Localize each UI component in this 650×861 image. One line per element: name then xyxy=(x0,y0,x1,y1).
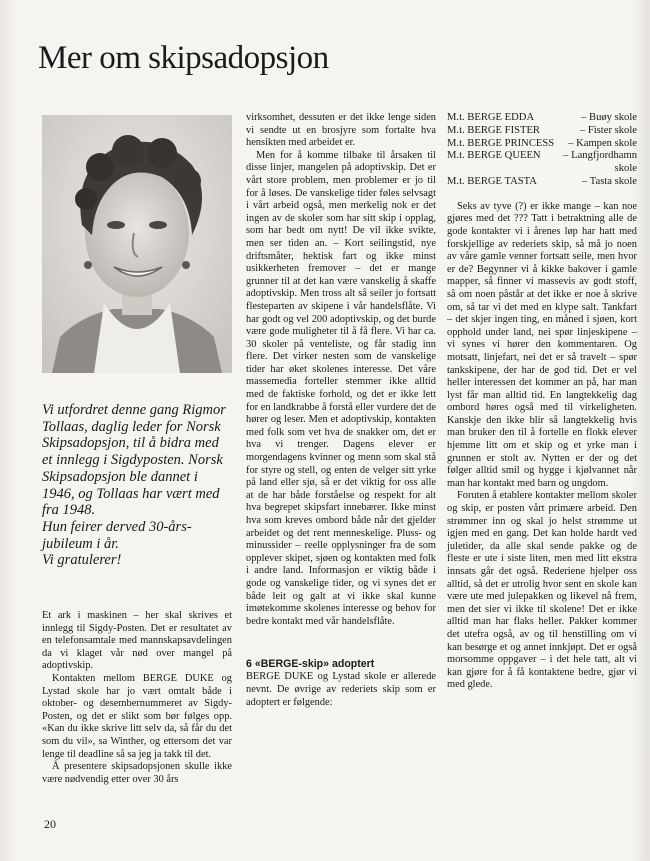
page-title: Mer om skipsadopsjon xyxy=(38,40,329,76)
list-item xyxy=(447,112,637,125)
ship-name: M.t. BERGE QUEEN xyxy=(447,150,541,162)
portrait-illustration xyxy=(42,115,232,373)
intro-paragraph: Hun feirer derved 30-års-jubileum i år. xyxy=(42,518,192,552)
ship-name: M.t. BERGE PRINCESS xyxy=(447,137,555,149)
paragraph: Å presentere skipsadopsjonen skulle ikke være nødvendig etter over 30 års xyxy=(42,761,232,785)
adopted-ships-list xyxy=(447,112,637,189)
paragraph: Kontakten mellom BERGE DUKE og Lystad skole har jo vært omtalt både i oktober- og desembernummeret av Sigdy-Posten, og det er slikt som bør følges opp. «Kan du ikke skrive litt selv da, så får du det som du vil», sa Winther, og ettersom det var lenge til deadline så sa jeg ja takk til det. xyxy=(42,672,232,760)
ship-name: M.t. BERGE FISTER xyxy=(447,124,541,136)
intro-paragraph: Vi gratulerer! xyxy=(42,552,122,569)
school-name: – Kampen skole xyxy=(568,137,637,149)
list-item xyxy=(447,138,637,151)
school-name: – Tasta skole xyxy=(582,175,637,187)
article-column-1 xyxy=(42,610,232,786)
ship-name: M.t. BERGE TASTA xyxy=(447,175,537,187)
school-name: – Fister skole xyxy=(579,124,637,136)
paragraph: BERGE DUKE og Lystad skole er allerede nevnt. De øvrige av rederiets skip som er adoptert er følgende: xyxy=(246,671,436,708)
intro-text xyxy=(42,402,230,569)
school-name: – Langfjordhamn skole xyxy=(563,150,637,175)
article-column-2 xyxy=(246,112,436,709)
paragraph: Foruten å etablere kontakter mellom skoler og skip, er posten vårt primære arbeid. Den strømmer inn og skal jo helst strømme ut igjen med en gang. Det kan holde hardt ved juletider, da alle skal sende pakke og de fleste er ute i siste liten, men med litt ekstra innsats går det også. Rederiene hjelper oss alltid, så det er utrolig hvor sent en skole kan være ute med julepakken og likevel nå frem, men det sier vi ikke til skolene! Det er ikke alltid man har flaks heller. Pakker kommer det utefra også, av og til henstilling om vi kan besørge et og annet innkjøpt. Det er også morsomme oppgaver – i det hele tatt, alt vi kan gjøre for å få kontaktene bedre, gjør vi med glede. xyxy=(447,490,637,691)
intro-paragraph: Vi utfordret denne gang Rigmor Tollaas, daglig leder for Norsk Skipsadopsjon, til å bidra med et innlegg i Sigdyposten. Norsk Skipsadopsjon ble dannet i 1946, og Tollaas har vært med fra 1948. xyxy=(42,402,226,519)
paragraph: Et ark i maskinen – her skal skrives et innlegg til Sigdy-Posten. Det er resultatet av en telefonsamtale med mannskapsavdelingen da vi klaget vår nød over mangel på adoptivskip. xyxy=(42,610,232,672)
paragraph: Seks av tyve (?) er ikke mange – kan noe gjøres med det ??? Tatt i betraktning alle de gode kontakter vi i årenes løp har hatt med forskjellige av rederiets skip, så må jo noen av våre gamle venner fortsatt seile, men hvor er de? Begynner vi å kikke bakover i gamle mapper, så finner vi massevis av godt stoff, så om noen påstår at det ikke er noe å skrive om, så tar vi det med en klype salt. Tankfart – det skjer ingen ting, en måned i sjøen, kort opphold under land, nei spør linjeskipene – vi synes vi hører den kommentaren. Og motsatt, linjefart, nei det er så travelt – spør tankskipene, der har de god tid. Det er vel heller interessen det kommer an på, har man lyst får man alltid tid. En langtekkelig dag ombord høres også med til virkeligheten. Kanskje den ikke blir så langtekkelig hvis man bruker den til å fortelle en flokk elever hjemme litt om et skip og et yrke man i grunnen er stolt av. Nytten er der og det følger alltid smil og hygge i kjølvannet når man har kontakt med barn og ungdom. xyxy=(447,200,637,489)
school-name: – Buøy skole xyxy=(581,112,637,123)
article-column-3 xyxy=(447,112,637,692)
list-item xyxy=(447,176,637,189)
ship-name: M.t. BERGE EDDA xyxy=(447,112,535,123)
paragraph: Men for å komme tilbake til årsaken til disse linjer, mangelen på adoptivskip. Det er vårt store problem, men problemer er jo til for å løses. De vanskelige tider føles selvsagt i vårt arbeid også, men merkelig nok er det ingen av de skoler som har sitt skip i opplag, som har bedt om nytt! De vil ikke svikte, men ser tiden an. – Kort seilingstid, nye driftsmåter, hektisk fart og ikke minst usikkerheten fremover – det er mange grunner til at det kan være vanskelig å skaffe adoptivskip. Men tross alt så seiler jo fortsatt flesteparten av skipene i vår handelsflåte. Vi har godt og vel 200 adoptivskip, og det burde være gode muligheter til å få flere. Vi har ca. 30 skoler på venteliste, og får stadig inn flere. Det virker nesten som de vanskelige tider har øket skolenes interesse. Det våre massemedia forteller stemmer ikke alltid med de faktiske forhold, og det er ikke lett for en landkrabbe å forstå eller vurdere det de hører og leser. Men et adoptivskip, kontakten med folk som vet hva de snakker om, det er hva vi trenger. Dagens elever er morgendagens kvinner og menn som skal stå for styre og stell, og enten de velger sitt yrke på land eller sjø, så er det viktig for oss alle at de har både forståelse og respekt for alt hva begrepet skipsfart innebærer. Ikke minst hva som kreves ombord både når det gjelder arbeidet og det rent menneskelige. Pluss- og minussider – reelle opplysninger fra de som opplever skipet, sjøen og kontakten med folk i andre land. Informasjon er viktig både i gode og vanskelige tider, og vi synes det er både leit og galt at vi ikke skal kunne imøtekomme skolenes interesse og behov for bedre kontakt med vår handelsflåte. xyxy=(246,149,436,627)
paragraph: virksomhet, dessuten er det ikke lenge siden vi sendte ut en brosjyre som fortalte hva hensikten med arbeidet er. xyxy=(246,112,436,149)
list-item xyxy=(447,150,637,176)
portrait-photo xyxy=(42,115,232,373)
list-item xyxy=(447,125,637,138)
page-number: 20 xyxy=(44,817,56,831)
section-heading: 6 «BERGE-skip» adoptert xyxy=(246,658,375,671)
